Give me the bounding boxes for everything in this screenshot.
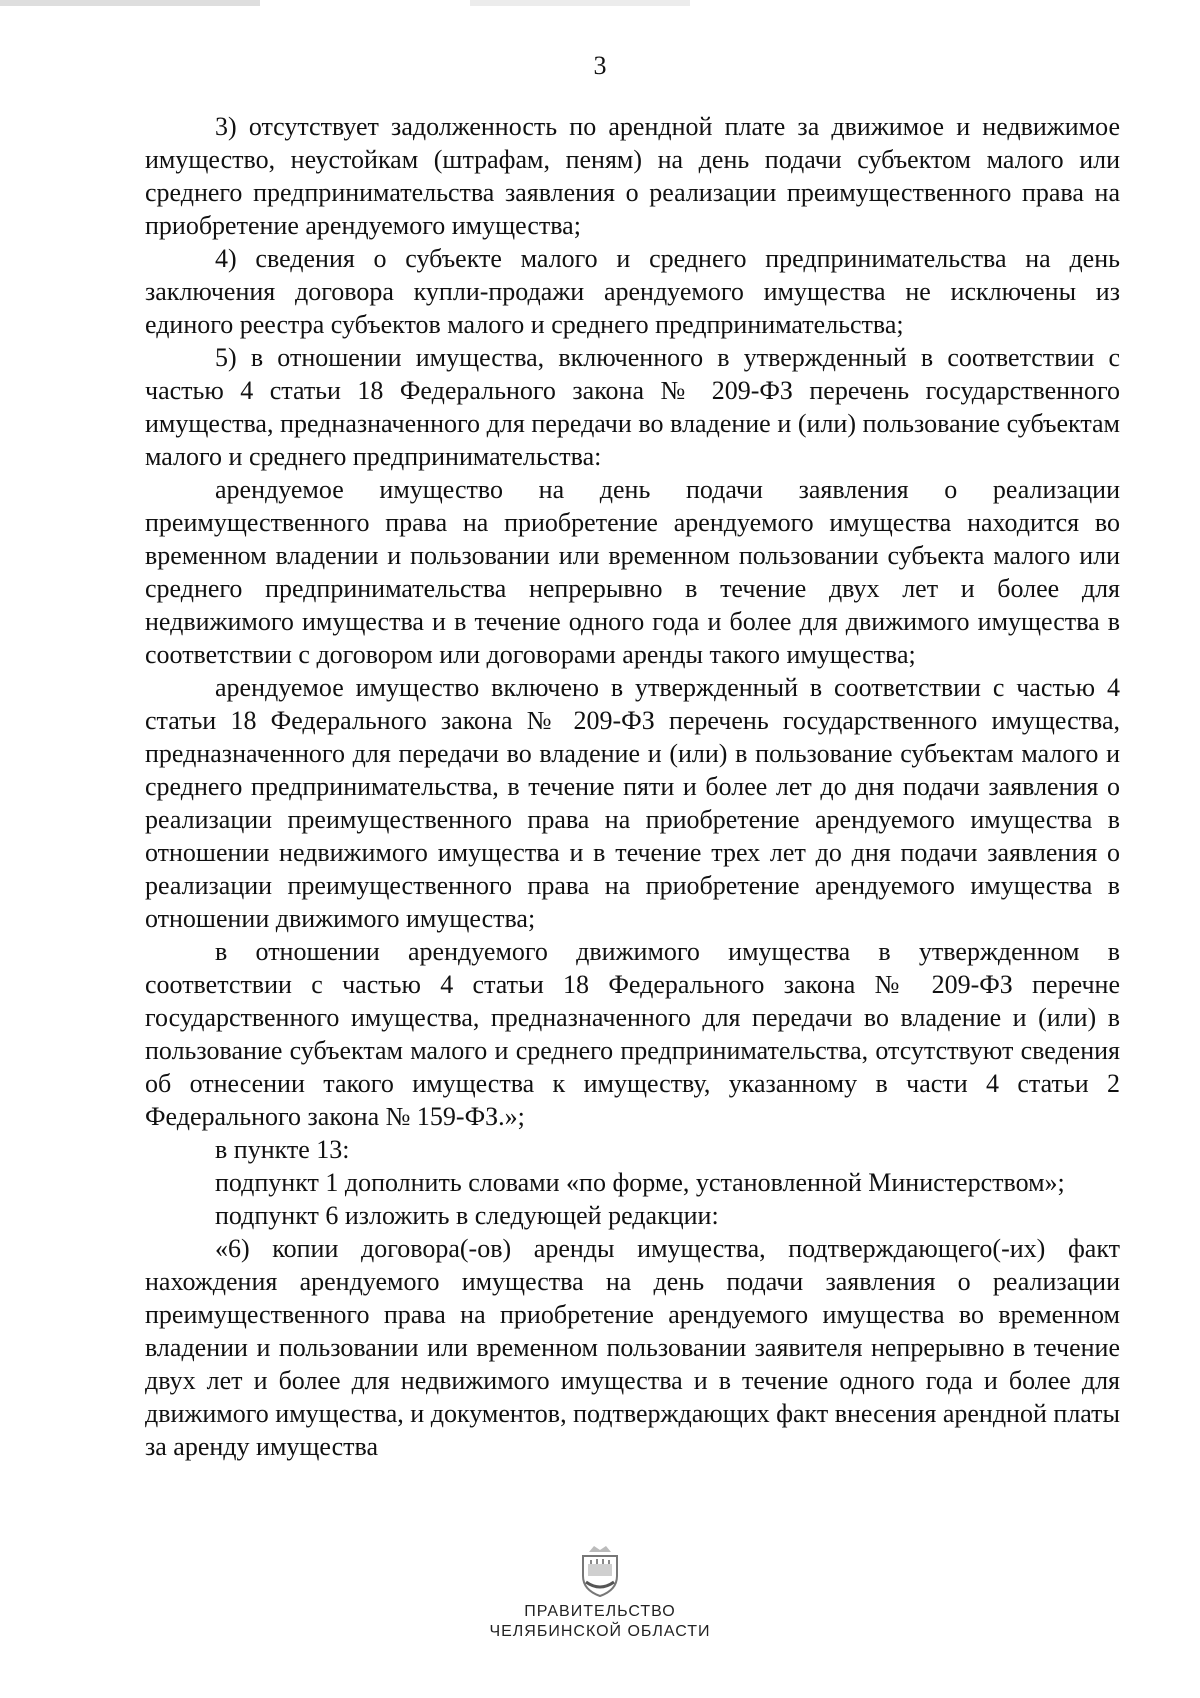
paragraph-item-5: 5) в отношении имущества, включенного в утвержденный в соответствии с частью 4 статьи 18 Федерального закона № 209-ФЗ перечень государственного имущества, предназначенного для передачи во владение и (или) пользование субъектам малого и среднего предпринимательства: bbox=[145, 343, 1120, 471]
government-footer bbox=[0, 1542, 1200, 1642]
footer-region-title: ЧЕЛЯБИНСКОЙ ОБЛАСТИ bbox=[489, 1623, 711, 1640]
paragraph-movable-property: в отношении арендуемого движимого имущества в утвержденном в соответствии с частью 4 статьи 18 Федерального закона № 209-ФЗ перечне государственного имущества, предназначенного для передачи во владение и (или) в пользование субъектам малого и среднего предпринимательства, отсутствуют сведения об отнесении такого имущества к имуществу, указанному в части 4 статьи 2 Федерального закона № 159-ФЗ.»; bbox=[145, 937, 1120, 1131]
footer-government-title: ПРАВИТЕЛЬСТВО bbox=[524, 1603, 676, 1620]
paragraph-subclause-1: подпункт 1 дополнить словами «по форме, установленной Министерством»; bbox=[215, 1168, 1065, 1197]
scan-artifact-left bbox=[0, 0, 260, 6]
scan-artifact-right bbox=[470, 0, 690, 6]
paragraph-clause-13: в пункте 13: bbox=[215, 1135, 350, 1164]
paragraph-item-3: 3) отсутствует задолженность по арендной плате за движимое и недвижимое имущество, неустойкам (штрафам, пеням) на день подачи субъектом малого или среднего предпринимательства заявления о реализации преимущественного права на приобретение арендуемого имущества; bbox=[145, 112, 1120, 240]
paragraph-subclause-6-text: «6) копии договора(-ов) аренды имущества, подтверждающего(-их) факт нахождения арендуемого имущества на день подачи заявления о реализации преимущественного права на приобретение арендуемого имущества во временном владении и пользовании или временном пользовании заявителя непрерывно в течение двух лет и более для недвижимого имущества и в течение одного года и более для движимого имущества, и документов, подтверждающих факт внесения арендной платы за аренду имущества bbox=[145, 1234, 1120, 1461]
chelyabinsk-coat-of-arms-icon bbox=[577, 1542, 623, 1598]
paragraph-list-inclusion: арендуемое имущество включено в утвержденный в соответствии с частью 4 статьи 18 Федерального закона № 209-ФЗ перечень государственного имущества, предназначенного для передачи во владение и (или) в пользование субъектам малого и среднего предпринимательства, в течение пяти и более лет до дня подачи заявления о реализации преимущественного права на приобретение арендуемого имущества в отношении недвижимого имущества и в течение трех лет до дня подачи заявления о реализации преимущественного права на приобретение арендуемого имущества в отношении движимого имущества; bbox=[145, 673, 1120, 933]
page-number: 3 bbox=[593, 51, 607, 80]
paragraph-lease-duration: арендуемое имущество на день подачи заявления о реализации преимущественного права на приобретение арендуемого имущества находится во временном владении и пользовании или временном пользовании субъекта малого или среднего предпринимательства непрерывно в течение двух лет и более для недвижимого имущества и в течение одного года и более для движимого имущества в соответствии с договором или договорами аренды такого имущества; bbox=[145, 475, 1120, 669]
paragraph-item-4: 4) сведения о субъекте малого и среднего предпринимательства на день заключения договора купли-продажи арендуемого имущества не исключены из единого реестра субъектов малого и среднего предпринимательства; bbox=[145, 244, 1120, 339]
paragraph-subclause-6: подпункт 6 изложить в следующей редакции: bbox=[215, 1201, 719, 1230]
document-body bbox=[145, 110, 1120, 1463]
